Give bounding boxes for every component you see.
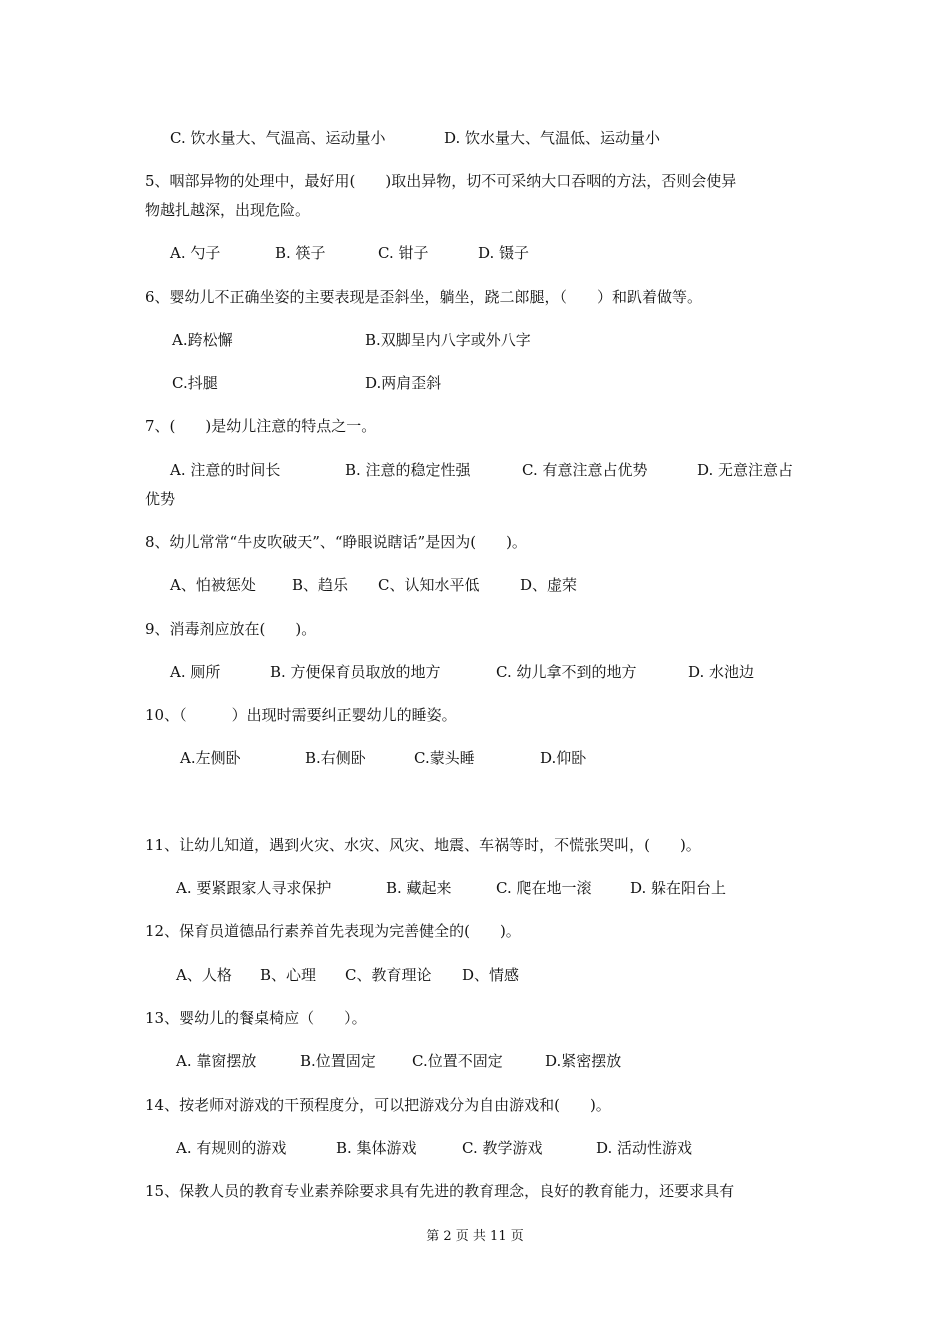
q12-option-a: A、人格 [176, 966, 232, 984]
q9-stem: 9、消毒剂应放在( )。 [145, 620, 317, 638]
q6-option-b: B.双脚呈内八字或外八字 [365, 331, 531, 349]
q8-option-c: C、认知水平低 [378, 576, 480, 594]
q14-option-b: B. 集体游戏 [336, 1139, 417, 1157]
q12-option-d: D、情感 [462, 966, 520, 984]
q10-option-a: A.左侧卧 [180, 749, 241, 767]
q7-option-b: B. 注意的稳定性强 [345, 461, 471, 479]
q14-option-c: C. 教学游戏 [462, 1139, 543, 1157]
q13-stem: 13、婴幼儿的餐桌椅应（ ）。 [145, 1009, 367, 1027]
q14-stem: 14、按老师对游戏的干预程度分，可以把游戏分为自由游戏和( )。 [145, 1096, 611, 1114]
q7-option-d-line1: D. 无意注意占 [697, 461, 794, 479]
q10-stem: 10、（ ）出现时需要纠正婴幼儿的睡姿。 [145, 706, 457, 724]
q8-option-a: A、怕被惩处 [170, 576, 256, 594]
q5-stem-line1: 5、咽部异物的处理中，最好用( )取出异物，切不可采纳大口吞咽的方法，否则会使异 [145, 172, 737, 190]
q10-option-d: D.仰卧 [540, 749, 587, 767]
q13-option-a: A. 靠窗摆放 [176, 1052, 257, 1070]
q13-option-b: B.位置固定 [300, 1052, 376, 1070]
q15-stem: 15、保教人员的教育专业素养除要求具有先进的教育理念，良好的教育能力，还要求具有 [145, 1182, 735, 1200]
q4-option-c: C. 饮水量大、气温高、运动量小 [170, 129, 386, 147]
page-number: 第 2 页 共 11 页 [426, 1229, 524, 1244]
q11-option-d: D. 躲在阳台上 [630, 879, 727, 897]
q13-option-d: D.紧密摆放 [545, 1052, 622, 1070]
q6-option-d: D.两肩歪斜 [365, 374, 442, 392]
q9-option-d: D. 水池边 [688, 663, 755, 681]
q7-option-a: A. 注意的时间长 [170, 461, 281, 479]
q9-option-c: C. 幼儿拿不到的地方 [496, 663, 637, 681]
q7-option-d-line2: 优势 [145, 490, 176, 508]
q8-option-d: D、虚荣 [520, 576, 578, 594]
q9-option-b: B. 方便保育员取放的地方 [270, 663, 441, 681]
q10-option-b: B.右侧卧 [305, 749, 366, 767]
q12-stem: 12、保育员道德品行素养首先表现为完善健全的( )。 [145, 922, 521, 940]
q6-option-a: A.跨松懈 [172, 331, 233, 349]
q8-option-b: B、趋乐 [292, 576, 349, 594]
q11-option-a: A. 要紧跟家人寻求保护 [176, 879, 332, 897]
q11-option-c: C. 爬在地一滚 [496, 879, 592, 897]
q4-option-d: D. 饮水量大、气温低、运动量小 [444, 129, 661, 147]
q6-stem: 6、婴幼儿不正确坐姿的主要表现是歪斜坐，躺坐，跷二郎腿，（ ）和趴着做等。 [145, 288, 703, 306]
q7-option-c: C. 有意注意占优势 [522, 461, 648, 479]
q12-option-c: C、教育理论 [345, 966, 432, 984]
q11-stem: 11、让幼儿知道，遇到火灾、水灾、风灾、地震、车祸等时，不慌张哭叫，( )。 [145, 836, 701, 854]
q5-stem-line2: 物越扎越深，出现危险。 [145, 201, 311, 219]
q14-option-a: A. 有规则的游戏 [176, 1139, 287, 1157]
q13-option-c: C.位置不固定 [412, 1052, 503, 1070]
q6-option-c: C.抖腿 [172, 374, 218, 392]
q11-option-b: B. 藏起来 [386, 879, 452, 897]
q8-stem: 8、幼儿常常“牛皮吹破天”、“睁眼说瞎话”是因为( )。 [145, 533, 527, 551]
q10-option-c: C.蒙头睡 [414, 749, 475, 767]
q12-option-b: B、心理 [260, 966, 317, 984]
q14-option-d: D. 活动性游戏 [596, 1139, 693, 1157]
q7-stem: 7、( )是幼儿注意的特点之一。 [145, 417, 377, 435]
q5-option-c: C. 钳子 [378, 244, 429, 262]
q9-option-a: A. 厕所 [170, 663, 221, 681]
q5-option-a: A. 勺子 [170, 244, 221, 262]
q5-option-d: D. 镊子 [478, 244, 530, 262]
q5-option-b: B. 筷子 [275, 244, 326, 262]
